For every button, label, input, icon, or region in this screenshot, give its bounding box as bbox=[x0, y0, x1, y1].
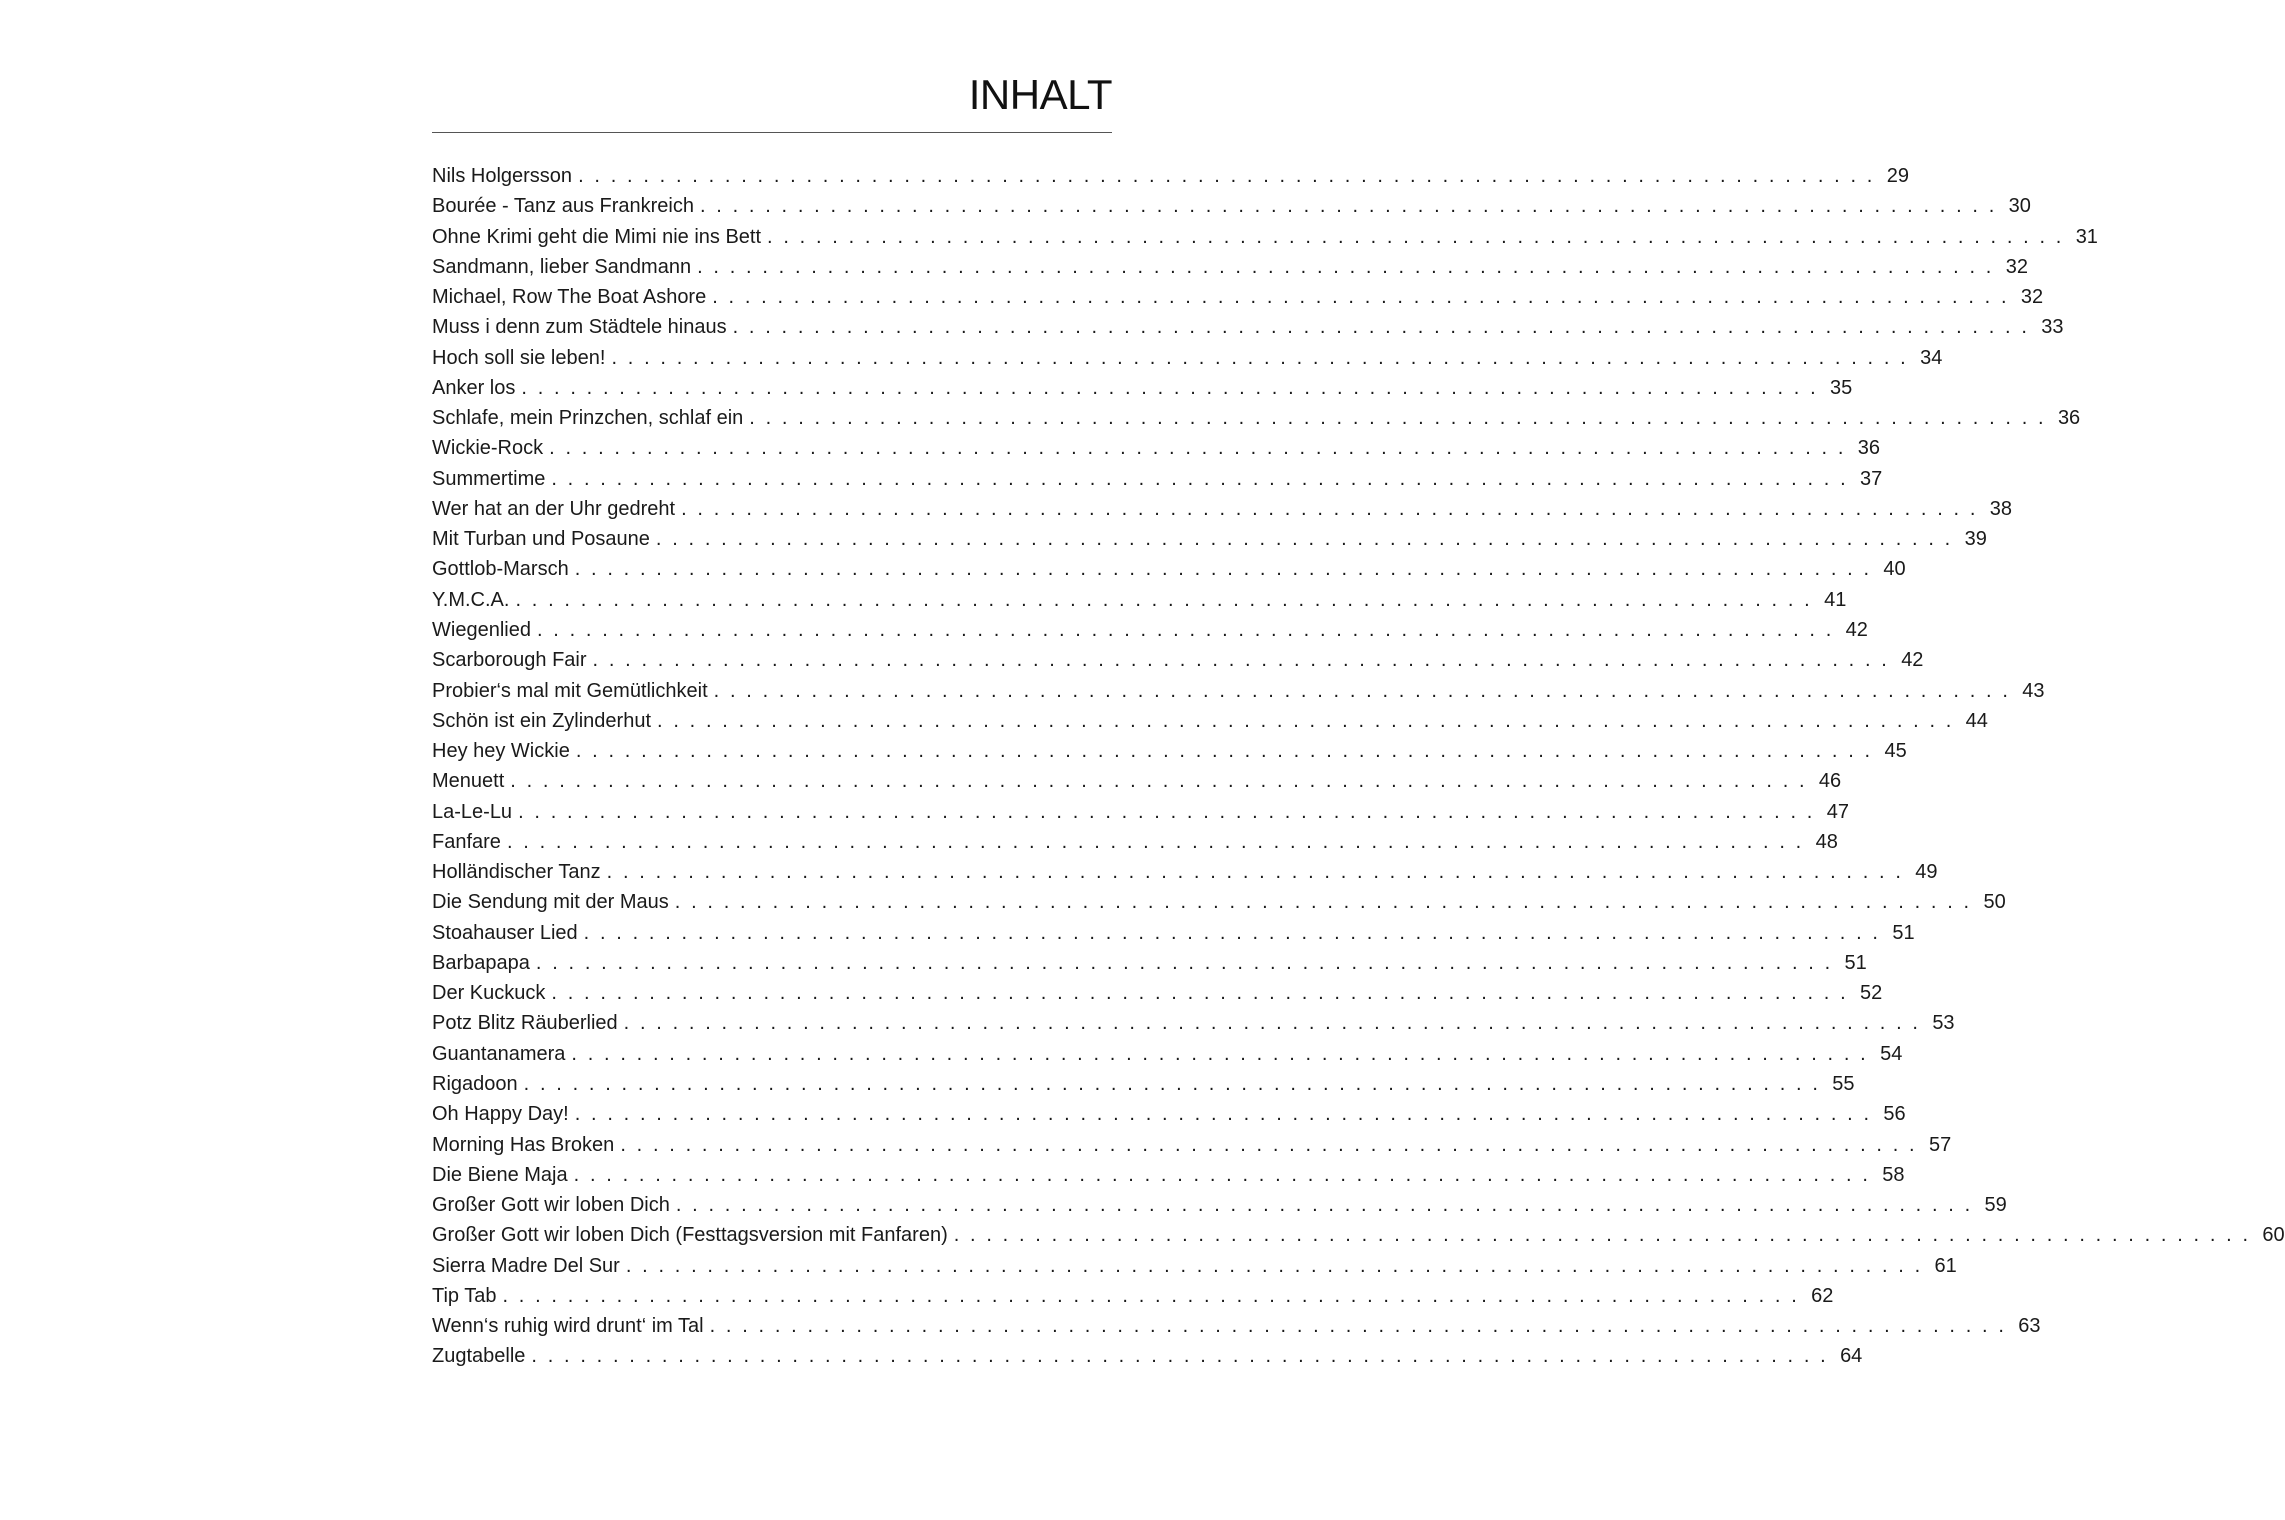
dot-leader: . . . . . . . . . . . . . . . . . . . . . . . . . . . . . . . . . . . . . . . . . . . . . . . . . . . . . . . . . . . . . . . . . . . . . . . . . . . . . . . . bbox=[574, 1103, 1872, 1126]
toc-entry-page-number: 45 bbox=[1884, 740, 1907, 763]
toc-entry-page-number: 39 bbox=[1964, 528, 1987, 551]
toc-entry[interactable] bbox=[432, 1069, 1855, 1099]
toc-entry-page-number: 50 bbox=[1983, 891, 2006, 914]
title-divider bbox=[432, 132, 1112, 133]
toc-entry-page-number: 56 bbox=[1883, 1103, 1906, 1126]
toc-entry-title: Ohne Krimi geht die Mimi nie ins Bett bbox=[432, 225, 762, 248]
dot-leader: . . . . . . . . . . . . . . . . . . . . . . . . . . . . . . . . . . . . . . . . . . . . . . . . . . . . . . . . . . . . . . . . . . . . . . . . . . . . . . . . bbox=[709, 1315, 2007, 1338]
toc-entry[interactable] bbox=[432, 464, 1883, 494]
toc-entry[interactable] bbox=[432, 1190, 2007, 1220]
toc-entry[interactable] bbox=[432, 706, 1988, 736]
toc-entry-page-number: 38 bbox=[1989, 497, 2013, 520]
toc-entry[interactable] bbox=[432, 403, 2081, 433]
toc-entry-page-number: 42 bbox=[1901, 649, 1924, 672]
toc-entry[interactable] bbox=[432, 1220, 2285, 1250]
toc-entry-title: Gottlob-Marsch bbox=[432, 558, 569, 581]
toc-entry-page-number: 30 bbox=[2008, 195, 2031, 218]
toc-entry[interactable] bbox=[432, 918, 1915, 948]
toc-entry[interactable] bbox=[432, 373, 1853, 403]
dot-leader: . . . . . . . . . . . . . . . . . . . . . . . . . . . . . . . . . . . . . . . . . . . . . . . . . . . . . . . . . . . . . . . . . . . . . . . . . . . . . . . . bbox=[655, 528, 1953, 551]
toc-entry-title: La-Le-Lu bbox=[432, 800, 513, 823]
toc-entry[interactable] bbox=[432, 1039, 1903, 1069]
toc-entry-page-number: 33 bbox=[2041, 316, 2064, 339]
toc-entry-title: Nils Holgersson bbox=[432, 165, 573, 187]
dot-leader: . . . . . . . . . . . . . . . . . . . . . . . . . . . . . . . . . . . . . . . . . . . . . . . . . . . . . . . . . . . . . . . . . . . . . . . . . . . . . . . . bbox=[606, 861, 1904, 884]
toc-entry-title: Oh Happy Day! bbox=[432, 1103, 569, 1126]
toc-entry-page-number: 60 bbox=[2262, 1224, 2285, 1247]
toc-entry-title: Tip Tab bbox=[432, 1284, 497, 1307]
dot-leader: . . . . . . . . . . . . . . . . . . . . . . . . . . . . . . . . . . . . . . . . . . . . . . . . . . . . . . . . . . . . . . . . . . . . . . . . . . . . . . . . bbox=[535, 951, 1833, 974]
toc-entry-title: Y.M.C.A. bbox=[432, 588, 510, 611]
toc-entry-page-number: 48 bbox=[1815, 830, 1838, 853]
dot-leader: . . . . . . . . . . . . . . . . . . . . . . . . . . . . . . . . . . . . . . . . . . . . . . . . . . . . . . . . . . . . . . . . . . . . . . . . . . . . . . . . bbox=[583, 921, 1881, 944]
toc-entry-page-number: 52 bbox=[1860, 982, 1883, 1005]
toc-entry[interactable] bbox=[432, 736, 1907, 766]
dot-leader: . . . . . . . . . . . . . . . . . . . . . . . . . . . . . . . . . . . . . . . . . . . . . . . . . . . . . . . . . . . . . . . . . . . . . . . . . . . . . . . . bbox=[523, 1072, 1821, 1095]
toc-entry-page-number: 36 bbox=[1857, 437, 1881, 460]
toc-entry-page-number: 34 bbox=[1920, 346, 1943, 369]
dot-leader: . . . . . . . . . . . . . . . . . . . . . . . . . . . . . . . . . . . . . . . . . . . . . . . . . . . . . . . . . . . . . . . . . . . . . . . . . . . . . . . . bbox=[521, 376, 1819, 399]
toc-entry-title: Wiegenlied bbox=[432, 618, 531, 641]
toc-entry[interactable] bbox=[432, 1160, 1905, 1190]
dot-leader: . . . . . . . . . . . . . . . . . . . . . . . . . . . . . . . . . . . . . . . . . . . . . . . . . . . . . . . . . . . . . . . . . . . . . . . . . . . . . . . . bbox=[592, 649, 1890, 672]
toc-entry[interactable] bbox=[432, 1099, 1906, 1129]
toc-entry-title: Zugtabelle bbox=[432, 1345, 526, 1368]
toc-entry[interactable] bbox=[432, 585, 1847, 615]
toc-entry-page-number: 37 bbox=[1860, 467, 1883, 490]
toc-entry-title: Muss i denn zum Städtele hinaus bbox=[432, 316, 727, 339]
toc-entry-page-number: 49 bbox=[1915, 861, 1938, 884]
toc-entry[interactable] bbox=[432, 1251, 1957, 1281]
toc-entry-page-number: 59 bbox=[1984, 1194, 2007, 1217]
toc-entry[interactable] bbox=[432, 252, 2028, 282]
toc-entry-page-number: 57 bbox=[1928, 1133, 1952, 1156]
toc-entry-title: Schön ist ein Zylinderhut bbox=[432, 709, 652, 732]
dot-leader: . . . . . . . . . . . . . . . . . . . . . . . . . . . . . . . . . . . . . . . . . . . . . . . . . . . . . . . . . . . . . . . . . . . . . . . . . . . . . . . . bbox=[573, 1163, 1871, 1186]
dot-leader: . . . . . . . . . . . . . . . . . . . . . . . . . . . . . . . . . . . . . . . . . . . . . . . . . . . . . . . . . . . . . . . . . . . . . . . . . . . . . . . . bbox=[620, 1133, 1918, 1156]
toc-entry-title: Fanfare bbox=[432, 830, 501, 853]
toc-entry-title: Sandmann, lieber Sandmann bbox=[432, 255, 692, 278]
toc-entry[interactable] bbox=[432, 433, 1881, 463]
toc-entry-title: Der Kuckuck bbox=[432, 982, 546, 1005]
dot-leader: . . . . . . . . . . . . . . . . . . . . . . . . . . . . . . . . . . . . . . . . . . . . . . . . . . . . . . . . . . . . . . . . . . . . . . . . . . . . . . . . bbox=[611, 346, 1909, 369]
toc-entry-page-number: 32 bbox=[2020, 286, 2044, 309]
toc-entry-page-number: 43 bbox=[2022, 679, 2045, 702]
toc-entry-page-number: 53 bbox=[1932, 1012, 1955, 1035]
toc-entry-title: Barbapapa bbox=[432, 951, 530, 974]
toc-entry-page-number: 41 bbox=[1824, 588, 1847, 611]
toc-entry-title: Anker los bbox=[432, 376, 516, 399]
dot-leader: . . . . . . . . . . . . . . . . . . . . . . . . . . . . . . . . . . . . . . . . . . . . . . . . . . . . . . . . . . . . . . . . . . . . . . . . . . . . . . . . bbox=[732, 316, 2030, 339]
toc-entry-page-number: 64 bbox=[1840, 1345, 1863, 1368]
dot-leader: . . . . . . . . . . . . . . . . . . . . . . . . . . . . . . . . . . . . . . . . . . . . . . . . . . . . . . . . . . . . . . . . . . . . . . . . . . . . . . . . bbox=[578, 165, 1875, 187]
toc-entry[interactable] bbox=[432, 766, 1842, 796]
toc-entry-page-number: 35 bbox=[1830, 376, 1853, 399]
toc-entry[interactable] bbox=[432, 1008, 1955, 1038]
dot-leader: . . . . . . . . . . . . . . . . . . . . . . . . . . . . . . . . . . . . . . . . . . . . . . . . . . . . . . . . . . . . . . . . . . . . . . . . . . . . . . . . bbox=[574, 558, 1872, 581]
toc-entry-page-number: 54 bbox=[1880, 1042, 1903, 1065]
toc-entry-title: Holländischer Tanz bbox=[432, 861, 601, 884]
toc-entry-page-number: 32 bbox=[2005, 255, 2028, 278]
toc-entry[interactable] bbox=[432, 1341, 1863, 1371]
dot-leader: . . . . . . . . . . . . . . . . . . . . . . . . . . . . . . . . . . . . . . . . . . . . . . . . . . . . . . . . . . . . . . . . . . . . . . . . . . . . . . . . bbox=[515, 588, 1813, 611]
dot-leader: . . . . . . . . . . . . . . . . . . . . . . . . . . . . . . . . . . . . . . . . . . . . . . . . . . . . . . . . . . . . . . . . . . . . . . . . . . . . . . . . bbox=[697, 255, 1994, 278]
dot-leader: . . . . . . . . . . . . . . . . . . . . . . . . . . . . . . . . . . . . . . . . . . . . . . . . . . . . . . . . . . . . . . . . . . . . . . . . . . . . . . . . bbox=[518, 800, 1815, 823]
toc-entry-title: Hey hey Wickie bbox=[432, 740, 570, 763]
toc-entry-title: Scarborough Fair bbox=[432, 649, 587, 672]
toc-entry-page-number: 47 bbox=[1826, 800, 1849, 823]
dot-leader: . . . . . . . . . . . . . . . . . . . . . . . . . . . . . . . . . . . . . . . . . . . . . . . . . . . . . . . . . . . . . . . . . . . . . . . . . . . . . . . . bbox=[712, 286, 2010, 309]
dot-leader: . . . . . . . . . . . . . . . . . . . . . . . . . . . . . . . . . . . . . . . . . . . . . . . . . . . . . . . . . . . . . . . . . . . . . . . . . . . . . . . . bbox=[551, 982, 1849, 1005]
dot-leader: . . . . . . . . . . . . . . . . . . . . . . . . . . . . . . . . . . . . . . . . . . . . . . . . . . . . . . . . . . . . . . . . . . . . . . . . . . . . . . . . bbox=[713, 679, 2011, 702]
toc-entry[interactable] bbox=[432, 1281, 1834, 1311]
toc-entry-page-number: 42 bbox=[1845, 618, 1868, 641]
toc-entry-title: Die Biene Maja bbox=[432, 1163, 568, 1186]
toc-entry-title: Rigadoon bbox=[432, 1072, 518, 1095]
toc-entry-title: Probier‘s mal mit Gemütlichkeit bbox=[432, 679, 708, 702]
toc-entry[interactable] bbox=[432, 1130, 1952, 1160]
dot-leader: . . . . . . . . . . . . . . . . . . . . . . . . . . . . . . . . . . . . . . . . . . . . . . . . . . . . . . . . . . . . . . . . . . . . . . . . . . . . . . . . bbox=[536, 618, 1834, 641]
dot-leader: . . . . . . . . . . . . . . . . . . . . . . . . . . . . . . . . . . . . . . . . . . . . . . . . . . . . . . . . . . . . . . . . . . . . . . . . . . . . . . . . bbox=[531, 1345, 1829, 1368]
toc-entry[interactable] bbox=[432, 161, 1909, 191]
dot-leader: . . . . . . . . . . . . . . . . . . . . . . . . . . . . . . . . . . . . . . . . . . . . . . . . . . . . . . . . . . . . . . . . . . . . . . . . . . . . . . . . bbox=[767, 225, 2064, 248]
toc-entry-page-number: 36 bbox=[2057, 407, 2081, 430]
toc-entry-page-number: 63 bbox=[2018, 1315, 2041, 1338]
toc-entry[interactable] bbox=[432, 645, 1924, 675]
toc-entry-page-number: 46 bbox=[1818, 770, 1842, 793]
toc-entry-page-number: 44 bbox=[1965, 709, 1988, 732]
toc-entry-title: Potz Blitz Räuberlied bbox=[432, 1012, 618, 1035]
dot-leader: . . . . . . . . . . . . . . . . . . . . . . . . . . . . . . . . . . . . . . . . . . . . . . . . . . . . . . . . . . . . . . . . . . . . . . . . . . . . . . . . bbox=[657, 709, 1954, 732]
toc-entry[interactable] bbox=[432, 524, 1987, 554]
dot-leader: . . . . . . . . . . . . . . . . . . . . . . . . . . . . . . . . . . . . . . . . . . . . . . . . . . . . . . . . . . . . . . . . . . . . . . . . . . . . . . . . bbox=[551, 467, 1849, 490]
toc-entry[interactable] bbox=[432, 1311, 2041, 1341]
toc-entry-title: Großer Gott wir loben Dich bbox=[432, 1194, 670, 1217]
toc-entry[interactable] bbox=[432, 494, 2013, 524]
toc-entry[interactable] bbox=[432, 676, 2045, 706]
toc-entry-title: Wer hat an der Uhr gedreht bbox=[432, 497, 676, 520]
dot-leader: . . . . . . . . . . . . . . . . . . . . . . . . . . . . . . . . . . . . . . . . . . . . . . . . . . . . . . . . . . . . . . . . . . . . . . . . . . . . . . . . bbox=[549, 437, 1847, 460]
toc-entry-page-number: 58 bbox=[1882, 1163, 1905, 1186]
toc-entry[interactable] bbox=[432, 191, 2031, 221]
toc-entry-title: Schlafe, mein Prinzchen, schlaf ein bbox=[432, 407, 744, 430]
dot-leader: . . . . . . . . . . . . . . . . . . . . . . . . . . . . . . . . . . . . . . . . . . . . . . . . . . . . . . . . . . . . . . . . . . . . . . . . . . . . . . . . bbox=[625, 1254, 1923, 1277]
toc-entry-title: Die Sendung mit der Maus bbox=[432, 891, 669, 914]
dot-leader: . . . . . . . . . . . . . . . . . . . . . . . . . . . . . . . . . . . . . . . . . . . . . . . . . . . . . . . . . . . . . . . . . . . . . . . . . . . . . . . . bbox=[749, 407, 2047, 430]
toc-entry-page-number: 51 bbox=[1892, 921, 1915, 944]
toc-entry-title: Mit Turban und Posaune bbox=[432, 528, 650, 551]
toc-entry-title: Morning Has Broken bbox=[432, 1133, 615, 1156]
toc-entry[interactable] bbox=[432, 222, 2098, 252]
toc-entry[interactable] bbox=[432, 343, 1943, 373]
table-of-contents bbox=[432, 161, 2285, 1372]
dot-leader: . . . . . . . . . . . . . . . . . . . . . . . . . . . . . . . . . . . . . . . . . . . . . . . . . . . . . . . . . . . . . . . . . . . . . . . . . . . . . . . . bbox=[571, 1042, 1869, 1065]
toc-entry-page-number: 55 bbox=[1832, 1072, 1855, 1095]
dot-leader: . . . . . . . . . . . . . . . . . . . . . . . . . . . . . . . . . . . . . . . . . . . . . . . . . . . . . . . . . . . . . . . . . . . . . . . . . . . . . . . . bbox=[623, 1012, 1921, 1035]
dot-leader: . . . . . . . . . . . . . . . . . . . . . . . . . . . . . . . . . . . . . . . . . . . . . . . . . . . . . . . . . . . . . . . . . . . . . . . . . . . . . . . . bbox=[575, 740, 1873, 763]
toc-entry-title: Summertime bbox=[432, 467, 546, 490]
toc-entry[interactable] bbox=[432, 282, 2044, 312]
toc-entry[interactable] bbox=[432, 948, 1867, 978]
toc-entry-page-number: 62 bbox=[1811, 1284, 1834, 1307]
dot-leader: . . . . . . . . . . . . . . . . . . . . . . . . . . . . . . . . . . . . . . . . . . . . . . . . . . . . . . . . . . . . . . . . . . . . . . . . . . . . . . . . bbox=[681, 497, 1979, 520]
dot-leader: . . . . . . . . . . . . . . . . . . . . . . . . . . . . . . . . . . . . . . . . . . . . . . . . . . . . . . . . . . . . . . . . . . . . . . . . . . . . . . . . bbox=[674, 891, 1972, 914]
toc-entry-page-number: 31 bbox=[2075, 225, 2098, 248]
toc-entry-page-number: 29 bbox=[1886, 165, 1909, 187]
toc-entry-page-number: 51 bbox=[1844, 951, 1867, 974]
toc-entry-title: Menuett bbox=[432, 770, 505, 793]
toc-entry[interactable] bbox=[432, 978, 1883, 1008]
toc-entry[interactable] bbox=[432, 797, 1849, 827]
toc-entry-title: Michael, Row The Boat Ashore bbox=[432, 286, 707, 309]
toc-entry-title: Sierra Madre Del Sur bbox=[432, 1254, 620, 1277]
dot-leader: . . . . . . . . . . . . . . . . . . . . . . . . . . . . . . . . . . . . . . . . . . . . . . . . . . . . . . . . . . . . . . . . . . . . . . . . . . . . . . . . bbox=[506, 830, 1804, 853]
toc-entry-title: Hoch soll sie leben! bbox=[432, 346, 606, 369]
toc-entry-title: Wenn‘s ruhig wird drunt‘ im Tal bbox=[432, 1315, 704, 1338]
dot-leader: . . . . . . . . . . . . . . . . . . . . . . . . . . . . . . . . . . . . . . . . . . . . . . . . . . . . . . . . . . . . . . . . . . . . . . . . . . . . . . . . bbox=[510, 770, 1808, 793]
toc-entry[interactable] bbox=[432, 312, 2064, 342]
toc-entry-title: Großer Gott wir loben Dich (Festtagsversion mit Fanfaren) bbox=[432, 1224, 948, 1247]
dot-leader: . . . . . . . . . . . . . . . . . . . . . . . . . . . . . . . . . . . . . . . . . . . . . . . . . . . . . . . . . . . . . . . . . . . . . . . . . . . . . . . . bbox=[699, 195, 1997, 218]
toc-entry[interactable] bbox=[432, 615, 1868, 645]
toc-entry-page-number: 40 bbox=[1883, 558, 1906, 581]
dot-leader: . . . . . . . . . . . . . . . . . . . . . . . . . . . . . . . . . . . . . . . . . . . . . . . . . . . . . . . . . . . . . . . . . . . . . . . . . . . . . . . . bbox=[502, 1284, 1800, 1307]
toc-entry-title: Guantanamera bbox=[432, 1042, 566, 1065]
toc-entry[interactable] bbox=[432, 554, 1906, 584]
toc-entry-title: Bourée - Tanz aus Frankreich bbox=[432, 195, 694, 218]
toc-entry[interactable] bbox=[432, 857, 1938, 887]
toc-entry-title: Stoahauser Lied bbox=[432, 921, 578, 944]
toc-entry[interactable] bbox=[432, 887, 2006, 917]
toc-entry-page-number: 61 bbox=[1934, 1254, 1957, 1277]
dot-leader: . . . . . . . . . . . . . . . . . . . . . . . . . . . . . . . . . . . . . . . . . . . . . . . . . . . . . . . . . . . . . . . . . . . . . . . . . . . . . . . . bbox=[675, 1194, 1973, 1217]
page-title: INHALT bbox=[968, 71, 1112, 118]
toc-entry[interactable] bbox=[432, 827, 1838, 857]
dot-leader: . . . . . . . . . . . . . . . . . . . . . . . . . . . . . . . . . . . . . . . . . . . . . . . . . . . . . . . . . . . . . . . . . . . . . . . . . . . . . . . . bbox=[953, 1224, 2251, 1247]
toc-entry-title: Wickie-Rock bbox=[432, 437, 544, 460]
